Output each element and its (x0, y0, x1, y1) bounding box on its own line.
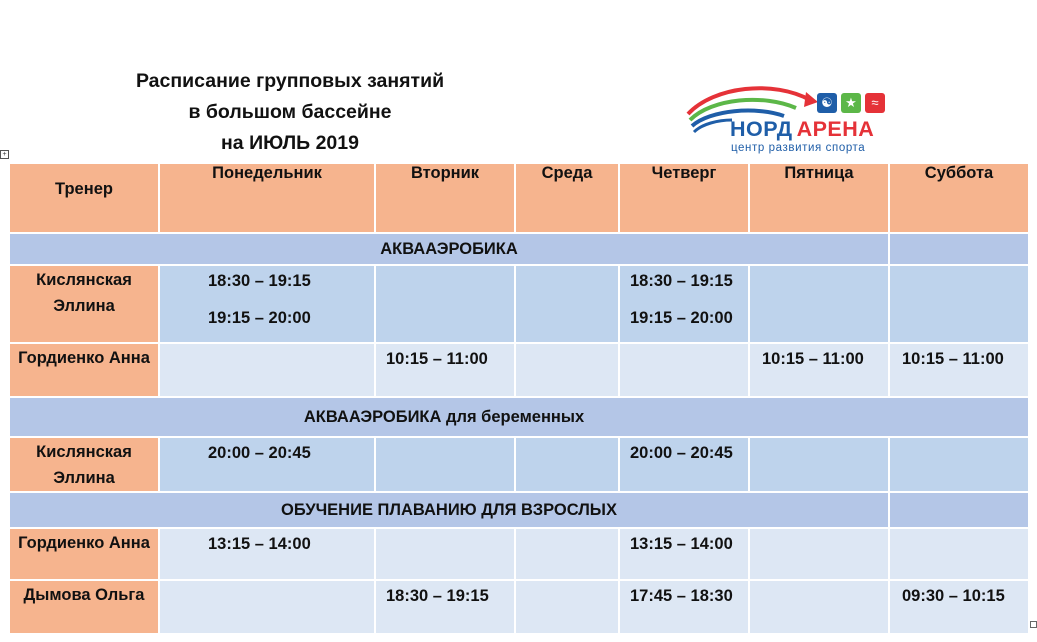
time-slot: 20:00 – 20:45 (208, 444, 311, 462)
time-slot: 17:45 – 18:30 (630, 587, 733, 605)
time-slot: 13:15 – 14:00 (630, 535, 733, 553)
header-trainer: Тренер (9, 163, 159, 233)
title-line-3: на ИЮЛЬ 2019 (221, 132, 359, 154)
title-line-2: в большом бассейне (188, 101, 392, 123)
section-empty-cell (889, 492, 1029, 528)
section-title-aquaaerobics: АКВААЭРОБИКА (9, 233, 889, 265)
time-slot: 09:30 – 10:15 (902, 587, 1005, 605)
schedule-cell-friday (749, 580, 889, 634)
page-title (80, 66, 500, 159)
schedule-cell-saturday (889, 437, 1029, 492)
logo-word-nord: НОРД (730, 117, 793, 141)
schedule-cell-friday (749, 437, 889, 492)
trainer-cell: Гордиенко Анна (9, 528, 159, 580)
schedule-table (8, 162, 1030, 635)
time-slot: 18:30 – 19:15 (630, 272, 733, 290)
schedule-cell-monday (159, 343, 375, 397)
schedule-cell-wednesday (515, 265, 619, 343)
table-row (9, 528, 1029, 580)
section-row (9, 397, 1029, 437)
section-empty-cell (889, 233, 1029, 265)
title-line-1: Расписание групповых занятий (135, 70, 445, 92)
schedule-cell-monday (159, 265, 375, 343)
time-slot: 19:15 – 20:00 (630, 309, 733, 327)
schedule-cell-wednesday (515, 580, 619, 634)
schedule-cell-saturday (889, 528, 1029, 580)
trainer-cell: Кислянская Эллина (9, 265, 159, 343)
schedule-cell-tuesday (375, 437, 515, 492)
schedule-cell-saturday (889, 343, 1029, 397)
trainer-cell: Гордиенко Анна (9, 343, 159, 397)
header-friday: Пятница (749, 163, 889, 233)
schedule-cell-tuesday (375, 528, 515, 580)
header-thursday: Четверг (619, 163, 749, 233)
schedule-cell-thursday (619, 265, 749, 343)
schedule-cell-monday (159, 580, 375, 634)
schedule-cell-monday (159, 528, 375, 580)
schedule-cell-tuesday (375, 265, 515, 343)
table-row (9, 437, 1029, 492)
schedule-cell-friday (749, 343, 889, 397)
trainer-cell: Кислянская Эллина (9, 437, 159, 492)
time-slot: 10:15 – 11:00 (902, 350, 1004, 368)
logo-wordmark (730, 116, 874, 142)
header-monday: Понедельник (159, 163, 375, 233)
schedule-cell-wednesday (515, 343, 619, 397)
schedule-cell-tuesday (375, 580, 515, 634)
time-slot: 20:00 – 20:45 (630, 444, 733, 462)
logo-tagline: центр развития спорта (731, 142, 866, 154)
schedule-cell-monday (159, 437, 375, 492)
table-resize-handle[interactable] (1030, 621, 1037, 628)
schedule-cell-wednesday (515, 437, 619, 492)
schedule-cell-friday (749, 265, 889, 343)
time-slot: 10:15 – 11:00 (386, 350, 488, 368)
schedule-cell-saturday (889, 265, 1029, 343)
schedule-cell-thursday (619, 437, 749, 492)
time-slot: 18:30 – 19:15 (386, 587, 489, 605)
table-move-handle-icon[interactable]: + (0, 150, 9, 159)
section-title-adult-swimming: ОБУЧЕНИЕ ПЛАВАНИЮ ДЛЯ ВЗРОСЛЫХ (9, 492, 889, 528)
schedule-cell-thursday (619, 343, 749, 397)
athlete-icon: ★ (841, 93, 861, 113)
time-slot: 10:15 – 11:00 (762, 350, 864, 368)
schedule-cell-thursday (619, 580, 749, 634)
swimmer-icon: ☯ (817, 93, 837, 113)
section-row (9, 233, 1029, 265)
table-row (9, 265, 1029, 343)
header-saturday: Суббота (889, 163, 1029, 233)
section-title-prenatal: АКВААЭРОБИКА для беременных (9, 397, 1029, 437)
schedule-cell-thursday (619, 528, 749, 580)
section-row (9, 492, 1029, 528)
time-slot: 18:30 – 19:15 (208, 272, 311, 290)
schedule-cell-tuesday (375, 343, 515, 397)
time-slot: 19:15 – 20:00 (208, 309, 311, 327)
table-row (9, 580, 1029, 634)
nord-arena-logo (684, 80, 894, 162)
header-wednesday: Среда (515, 163, 619, 233)
time-slot: 13:15 – 14:00 (208, 535, 311, 553)
schedule-cell-friday (749, 528, 889, 580)
table-row (9, 343, 1029, 397)
schedule-cell-saturday (889, 580, 1029, 634)
logo-word-arena: АРЕНА (796, 117, 875, 141)
schedule-cell-wednesday (515, 528, 619, 580)
header-tuesday: Вторник (375, 163, 515, 233)
swimming-icon: ≈ (865, 93, 885, 113)
table-header-row (9, 163, 1029, 233)
trainer-cell: Дымова Ольга (9, 580, 159, 634)
